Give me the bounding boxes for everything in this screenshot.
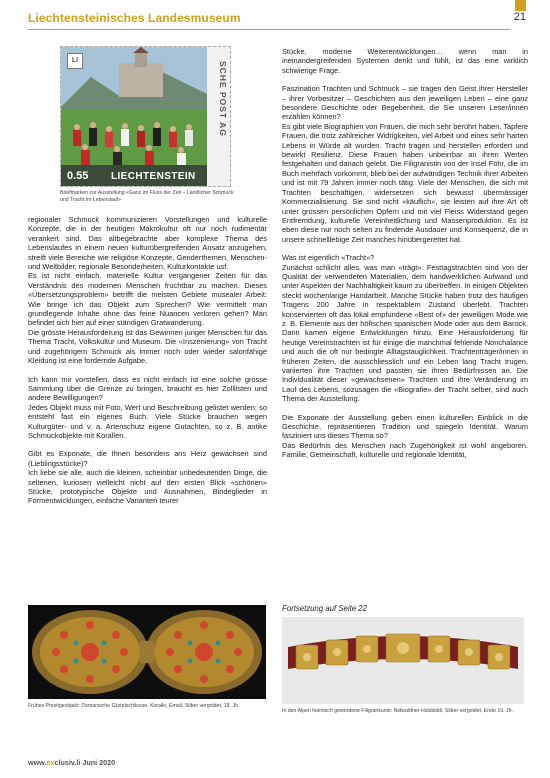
stamp-logo: LI: [67, 53, 83, 69]
filigree-necklace-illustration: [282, 617, 524, 704]
footer-prefix: www.: [28, 758, 47, 767]
folk-dancers-illustration: [61, 47, 209, 187]
paragraph: Die grösste Herausforderung ist das Gewinnen junger Menschen für das Thema Tracht, Volkskultur und Museum. Die «Inszenierung» von Tracht und zugehörigem Schmuck als immer noch oder wieder salonfähige Kleidung ist eine fordernde Aufgabe.: [28, 327, 267, 366]
paragraph: Es ist nicht einfach, materielle Kultur vergangener Zeiten für das Verständnis des modernen Menschen fruchtbar zu machen. Dieses «Übersetzungsproblem» betrifft die meisten Gebiete musealer Arbeit: Wie bringe ich das Objekt zum Sprechen? Wie vermittelt man grundlegende Inhalte ohne das feine Nuancen verloren gehen? Man befindet sich hier auf einer ständigen Gratwanderung.: [28, 271, 267, 328]
right-column: [282, 47, 528, 460]
paragraph: Das Bedürfnis des Menschen nach Zugehörigkeit ist wohl angeboren. Familie, Gemeinschaft, kulturelle und regionale Identität,: [282, 440, 528, 460]
filigree-necklace-image: [282, 617, 524, 704]
interview-question: Gibt es Exponate, die Ihnen besonders ans Herz gewachsen sind (Lieblingsstücke)?: [28, 449, 267, 468]
paragraph: Es gibt viele Biographien von Frauen, die mich sehr berührt haben. Tapfere Frauen, die trotz zahlreicher Widrigkeiten, viel Arbeit und eines sehr harten Lebens in Würde alt wurden. Tracht tragen und herstellen erfordert und bewirkt Resilienz. Diese Frauen haben unbeirrbar an ihren Werten festgehalten und danach gelebt. Die Filigranistin von der Insel Föhr, die im Buch mehrfach vorkommt, blieb bei der aufwändigen Technik ihrer Arbeiten und ist mit 79 Jahren immer noch tätig. Viele der Menschen, die sich mit Trachten beschäftigen, widersetzen sich bewusst übermässiger Kommerzialisierung. Sie sind nicht «käuflich», sie leisten auf ihre Art oft unter grossen persönlichen Opfern und mit viel Fleiss Widerstand gegen Entfremdung, kulturelle Vereinheitlichung und Massenproduktion. Es ist eben diese nur noch selten zu findende Ausdauer und Konsequenz, die in unsere schnelllebige Zeit manches hinübergerettet hat.: [282, 121, 528, 244]
interview-question: Faszination Trachten und Schmuck – sie tragen den Geist ihrer Hersteller – ihrer Vorbesitzer – Geschichten aus den jeweiligen Leben – eine ganz besondere Geschichte oder Begebenheit, die Sie unseren Leser/innen erzählen können?: [282, 84, 528, 122]
paragraph: regionaler Schmuck kommunizieren Vorstellungen und kulturelle Konzepte, die in der heutigen Makrokultur oft nur noch rudimentär verankert sind. Das altbegebrachte aber komplexe Thema des Lebenslaufes in einem neuen kulturübergreifenden Ansatz anzugehen, streift viele Bereiche wie religiöse Konzepte, Genderthemen, Menschen- und Weltbilder, regionale Besonderheiten, Kulturkontakte usf.: [28, 215, 267, 272]
footer-accent: ex: [46, 758, 55, 767]
stamp-side-text: SCHE POST AG: [218, 61, 228, 137]
stamp-side-strip: [207, 47, 230, 187]
continued-note: Fortsetzung auf Seite 22: [282, 604, 367, 613]
header-rule: [28, 29, 510, 30]
footer: [28, 758, 115, 767]
stamp-value: 0.55: [67, 170, 89, 182]
interview-question: Ich kann mir vorstellen, dass es nicht einfach ist eine solche grosse Sammlung über die Grenze zu bringen, braucht es hier Zolllisten und andere Bewilligungen?: [28, 374, 267, 403]
ottoman-clasp-image: [28, 605, 266, 699]
paragraph: Zunächst schlicht alles, was man «trägt». Festtagstrachten sind von der Qualität der verwendeten Materialien, dem handwerklichen Aufwand und unter Aspekten der Nachhaltigkeit kaum zu übertreffen. In einigen Objekten steckt wochenlange Handarbeit. Manche Stücke haben trotz des häufigen Tragens 200 Jahre in respektablem Zustand überlebt. Trachten konservierten oft das lokal empfundene «Best of» der jeweiligen Mode wie z. B. Elemente aus der höfischen spanischen Mode oder aus dem Barock. Dann kamen eigene Entwicklungen hinzu. Eine Herausforderung für heutige Vereinstrachten ist für einige die manchmal fehlende Nonchalance und auch die oft nur bedingte Alltagstauglichkeit. Trachtenträger/innen in früheren Zeiten, die ausschliesslich und ein Leben lang Tracht trugen, variierten ihre Trachten und passten sie ihren Bedürfnissen an. Die Individualität dieser «gewachsenen» Trachten und ihre Veränderung im Lauf des Lebens, sozusagen die «Biografie» der Tracht selber, sind auch Thema der Ausstellung.: [282, 262, 528, 404]
interview-question: Was ist eigentlich «Tracht»?: [282, 253, 375, 263]
paragraph: Ich liebe sie alle, auch die kleinen, scheinbar unbedeutenden Dinge, die seltenen, kuriosen vielleicht nicht auf den ersten Blick «schönen» Stücke, prototypische Objekte und Ausnahmen, Bindeglieder in Formentwicklungen, einfache Varianten teurer: [28, 468, 267, 506]
magazine-section-title: Liechtensteinisches Landesmuseum: [28, 11, 241, 25]
necklace-caption: In den Alpen heimisch gewordene Filigrankunst: Nidwaldner Halsblätli, Silber vergoldet, Ende 19. Jh.: [282, 708, 513, 714]
interview-question: Die Exponate der Ausstellung geben einen kulturellen Einblick in die Geschichte, repräsentieren Tradition und spiegeln Identität. Warum fasziniert uns dieses Thema so?: [282, 412, 528, 441]
paragraph: Stücke, moderne Weiterentwicklungen… wenn man in ineinandergreifenden Systemen denkt und fühlt, ist das eine wirklich schwierige Frage.: [282, 47, 528, 75]
clasp-caption: Frühes Prestigeobjekt: Osmanische Gürtelschliesse, Koralle, Email, Silber vergoldet, 18. Jh.: [28, 703, 240, 709]
left-column: [28, 215, 267, 506]
stamp-country: LIECHTENSTEIN: [111, 171, 196, 182]
stamp-image: [60, 46, 231, 187]
footer-rest: clusiv.li Juni 2020: [54, 758, 116, 767]
ottoman-clasp-illustration: [28, 605, 266, 699]
paragraph: Jedes Objekt muss mit Foto, Wert und Beschreibung gelistet werden; so entsteht fast ein eigenes Buch. Viele Stücke brauchen wegen Kulturgüter- und v. a. Artenschutz eigene Gutachten, so z. B. antike Schmuckobjekte mit Korallen.: [28, 402, 267, 440]
header-accent-square: [515, 0, 526, 11]
stamp-caption: Briefmarken zur Ausstellung «Ganz im Fluss der Zeit – Ländlicher Schmuck und Tracht im Lebenslauf»: [60, 190, 234, 203]
page-number: 21: [513, 11, 526, 23]
